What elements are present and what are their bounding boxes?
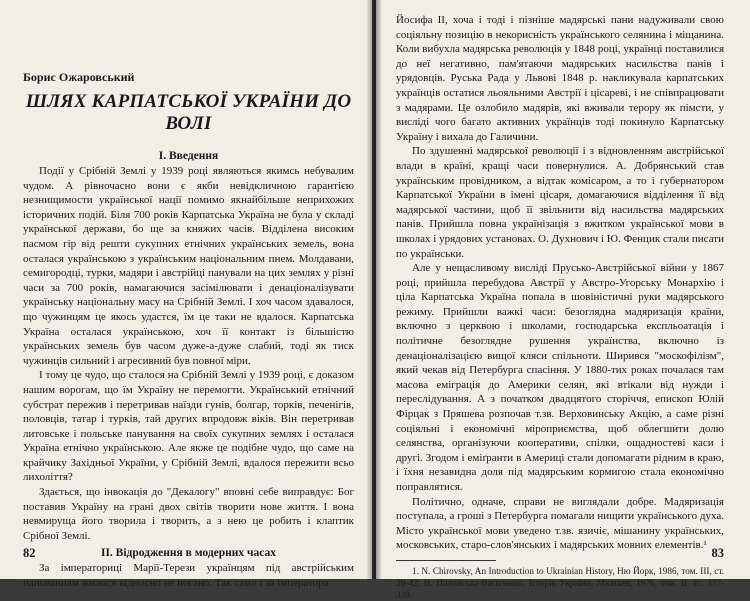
footnote: 1. N. Chirovsky, An Introduction to Ukrainian History, Ню Йорк, 1986, том. ІІІ, ст. 39-42; Н. Полонська-Василенко, Історія України, Мюнхен, 1976, том. ІІ, тс. 337-339. — [396, 565, 724, 600]
footnote-divider — [396, 560, 496, 561]
right-page — [376, 0, 750, 600]
section-heading-introduction: І. Введення — [158, 150, 219, 162]
section-heading-revival: ІІ. Відродження в модерних часах — [100, 547, 276, 560]
left-page — [0, 0, 372, 590]
paragraph: За імператориці Марії-Терези українцям під австрійським панованням жилося відносно не погано. Так само і за імператора — [23, 562, 354, 590]
paragraph: По здушенні мадярської революції і з відновленням австрійської влади в країні, кращі часи повернулися. А. Добрянський став українським провідником, а відтак комісаром, а то і губернатором Карпатської України в імені цісаря, домагаючися відділення її від мадярської частини, щоб її звільнити від насильства мадярських панів. Прийшла повна українізація з вжитком української мови в школах і урядових установах. О. Духнович і Ю. Фенцик стали писати по українськи. — [396, 145, 724, 260]
paragraph: Але у нещасливому висліді Прусько-Австрійської війни у 1867 році, прийшла перебудова Австрії у Австро-Угорську Монархію і ціла Карпатська Україна попала в шовіністичні руки мадярського режиму. Прийшли важкі часи: безоглядна мадяризація країни, включно з церквою і школами, господарська експльоатація і політичне безоглядне рушення українства, включно із денаціоналізацією вищої кляси спільноти. Ширився "москофілізм", який чекав від Петербурга спасіння. У 1880-тих роках почалася там масова еміграція до Америки селян, які втікали від нужди і переслідування. А з початком двадцятого сторіччя, епископ Юлій Фірцак з Пряшева розпочав т.зв. Верховинську Акцію, а саме різні соціяльні і економічні міроприємства, щоб облегшити долю селянства, організуючи кооперативи, спілки, ощадностеві каси і другі. Згодом і еміґранти в Америці стали допомагати рідним в краю, і їхня незавидна доля під мадярським кормигою стала економічно поправлятися. — [396, 262, 724, 493]
paragraph: Йосифа ІІ, хоча і тоді і пізніше мадярські пани надуживали свою соціяльну позицію в некорисність українського селянина і міщанина. Коли вибухла мадярська революція у 1848 році, українці поставилися до неї негативно, пам'ятаючи мадярських насильства панів і урядовців. Руська Рада у Львові 1848 р. накликувала карпатських українців остатися льояльними Австрії і цісареві, і не співпрацювати з мадярами. Це озлобило мадярів, які вживали терору як пімсти, у висліді чого багато активних українців тоді покинуло Карпатську Україну і вихала до Галичини. — [396, 14, 724, 143]
paragraph: Події у Срібній Землі у 1939 році являються якимсь небувалим чудом. А рівночасно вони є якби невідкличною гарантією незнищимости української нації помимо якнайбільше неприхожих історичних подій. Біля 700 років Карпатська Україна не була у складі української держави, бо ще за княжих часів. Відділена високим пасмом гір від решти сукупних етнічних українських земель, вона осталася українською з українським національним пнем. Молдавани, семигородці, турки, мадяри і австрійці панували на цих землях у різні часи за 700 років, намагаючися засімілювати і денаціоналізувати українську національну масу на Срібній Землі. І хоч часом здавалося, що чужинцям це якось удастся, їм це таки не вдалося. Карпатська Україна осталася українською, хоч її контакт із більшістю українських земель був часом дуже-а-дуже слабий, тоді як тиск чужинців сильний і агресивний був повної міри. — [23, 165, 354, 367]
paragraph: Політично, одначе, справи не виглядали добре. Мадяризація поступала, а гроші з Петербурга помагали нищити українського духа. Місто української мови уведено т.зв. язичіє, мішанину українських, московських, старо-слов'янських і мадярських мовних елементів.¹ — [396, 495, 724, 552]
paragraph: Здається, що інвокація до "Декалогу" вповні себе виправдує: Бог поставив Україну на грані двох світів творити нове життя. І вона невмируща його творила і творить, а з нею це робить і клаптик Срібної Землі. — [23, 486, 354, 542]
page-number: 82 — [23, 546, 36, 560]
author-name: Борис Ожаровський — [23, 70, 135, 84]
paragraph: І тому це чудо, що сталося на Срібній Землі у 1939 році, є доказом нашим ворогам, що їм Україну не перемогти. Український етнічний субстрат пережив і перетривав наїзди гунів, болгар, торків, печенігів, половців, татар і турків, тай других впродовж віків. Він перетривав литовське і польське панування на своїх сукупних землях і осталася Україна етнічно українською. Але якже це подібне чудо, що саме на крайчику Західньої України, у Срібній Землі, вдалося пережити всьо лихоліття? — [23, 369, 354, 484]
article-title: ШЛЯХ КАРПАТСЬКОЇ УКРАЇНИ ДО ВОЛІ — [25, 91, 352, 134]
book-gutter-shadow — [366, 0, 382, 579]
page-number: 83 — [711, 546, 724, 560]
